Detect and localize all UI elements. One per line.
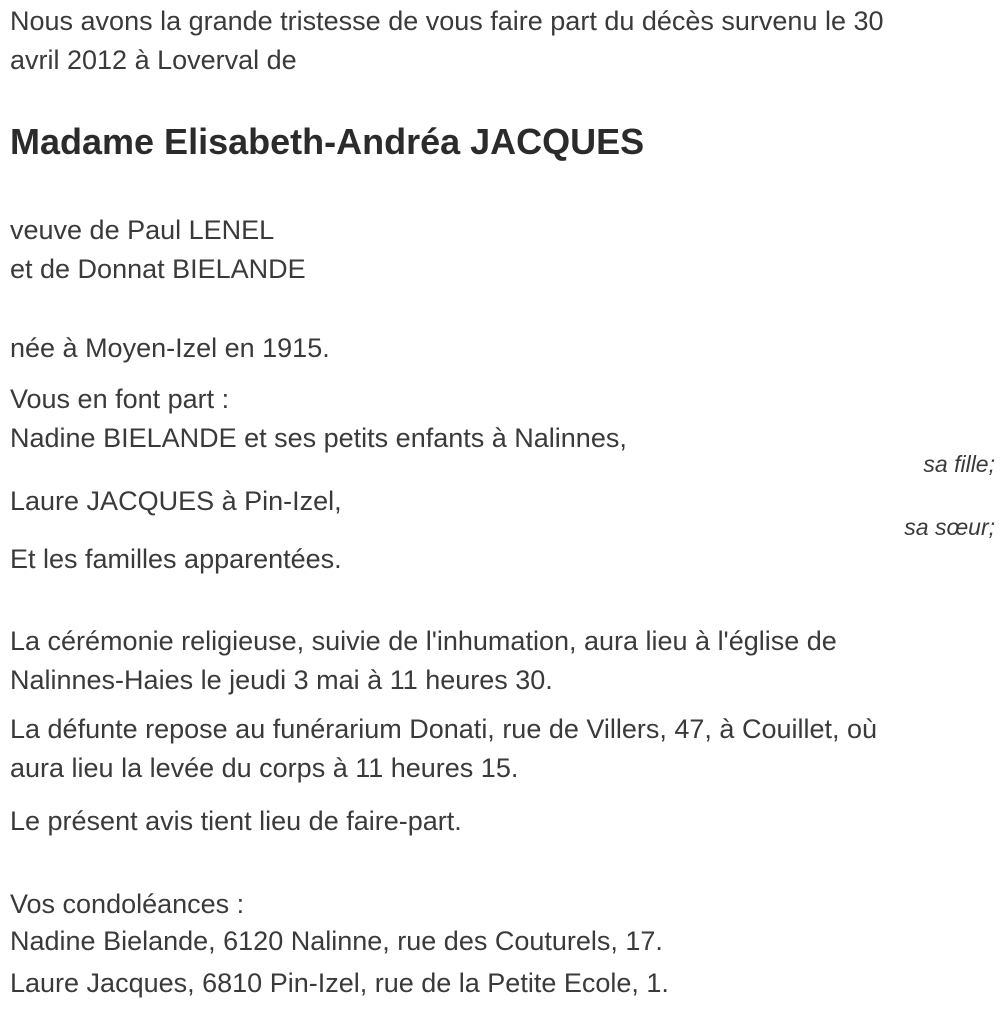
condolence-address: Nadine Bielande, 6120 Nalinne, rue des Couturels, 17.: [10, 926, 663, 956]
ceremony-line-1: La cérémonie religieuse, suivie de l'inhumation, aura lieu à l'église de: [10, 626, 837, 656]
intro-line-1: Nous avons la grande tristesse de vous faire part du décès survenu le 30: [10, 6, 884, 36]
intro-line-2: avril 2012 à Loverval de: [10, 45, 297, 75]
announcers-heading: Vous en font part :: [10, 384, 230, 414]
condolence-address: Laure Jacques, 6810 Pin-Izel, rue de la Petite Ecole, 1.: [10, 968, 669, 998]
announcer-item: [10, 482, 995, 540]
widow-line-2: et de Donnat BIELANDE: [10, 254, 306, 284]
repose-line-2: aura lieu la levée du corps à 11 heures 15.: [10, 753, 519, 783]
ceremony-line-2: Nalinnes-Haies le jeudi 3 mai à 11 heures 30.: [10, 665, 553, 695]
widow-line-1: veuve de Paul LENEL: [10, 215, 275, 245]
condolence-addresses: [10, 920, 995, 1004]
announcer-name: Nadine BIELANDE et ses petits enfants à Nalinnes,: [10, 423, 627, 453]
repose-line-1: La défunte repose au funérarium Donati, rue de Villers, 47, à Couillet, où: [10, 714, 878, 744]
announcer-item: [10, 419, 995, 477]
announcer-relation: sa sœur;: [904, 514, 995, 540]
birth-line: née à Moyen-Izel en 1915.: [10, 333, 330, 363]
intro-paragraph: [10, 2, 995, 80]
announcer-name: Laure JACQUES à Pin-Izel,: [10, 486, 342, 516]
ceremony-paragraph: [10, 622, 995, 700]
deceased-name-title: Madame Elisabeth-Andréa JACQUES: [10, 121, 645, 162]
announcer-relation: sa fille;: [923, 451, 995, 477]
widow-paragraph: [10, 211, 995, 289]
families-line: Et les familles apparentées.: [10, 544, 342, 574]
legal-notice-line: Le présent avis tient lieu de faire-part.: [10, 806, 462, 836]
condolences-heading: Vos condoléances :: [10, 889, 245, 919]
repose-paragraph: [10, 710, 995, 788]
